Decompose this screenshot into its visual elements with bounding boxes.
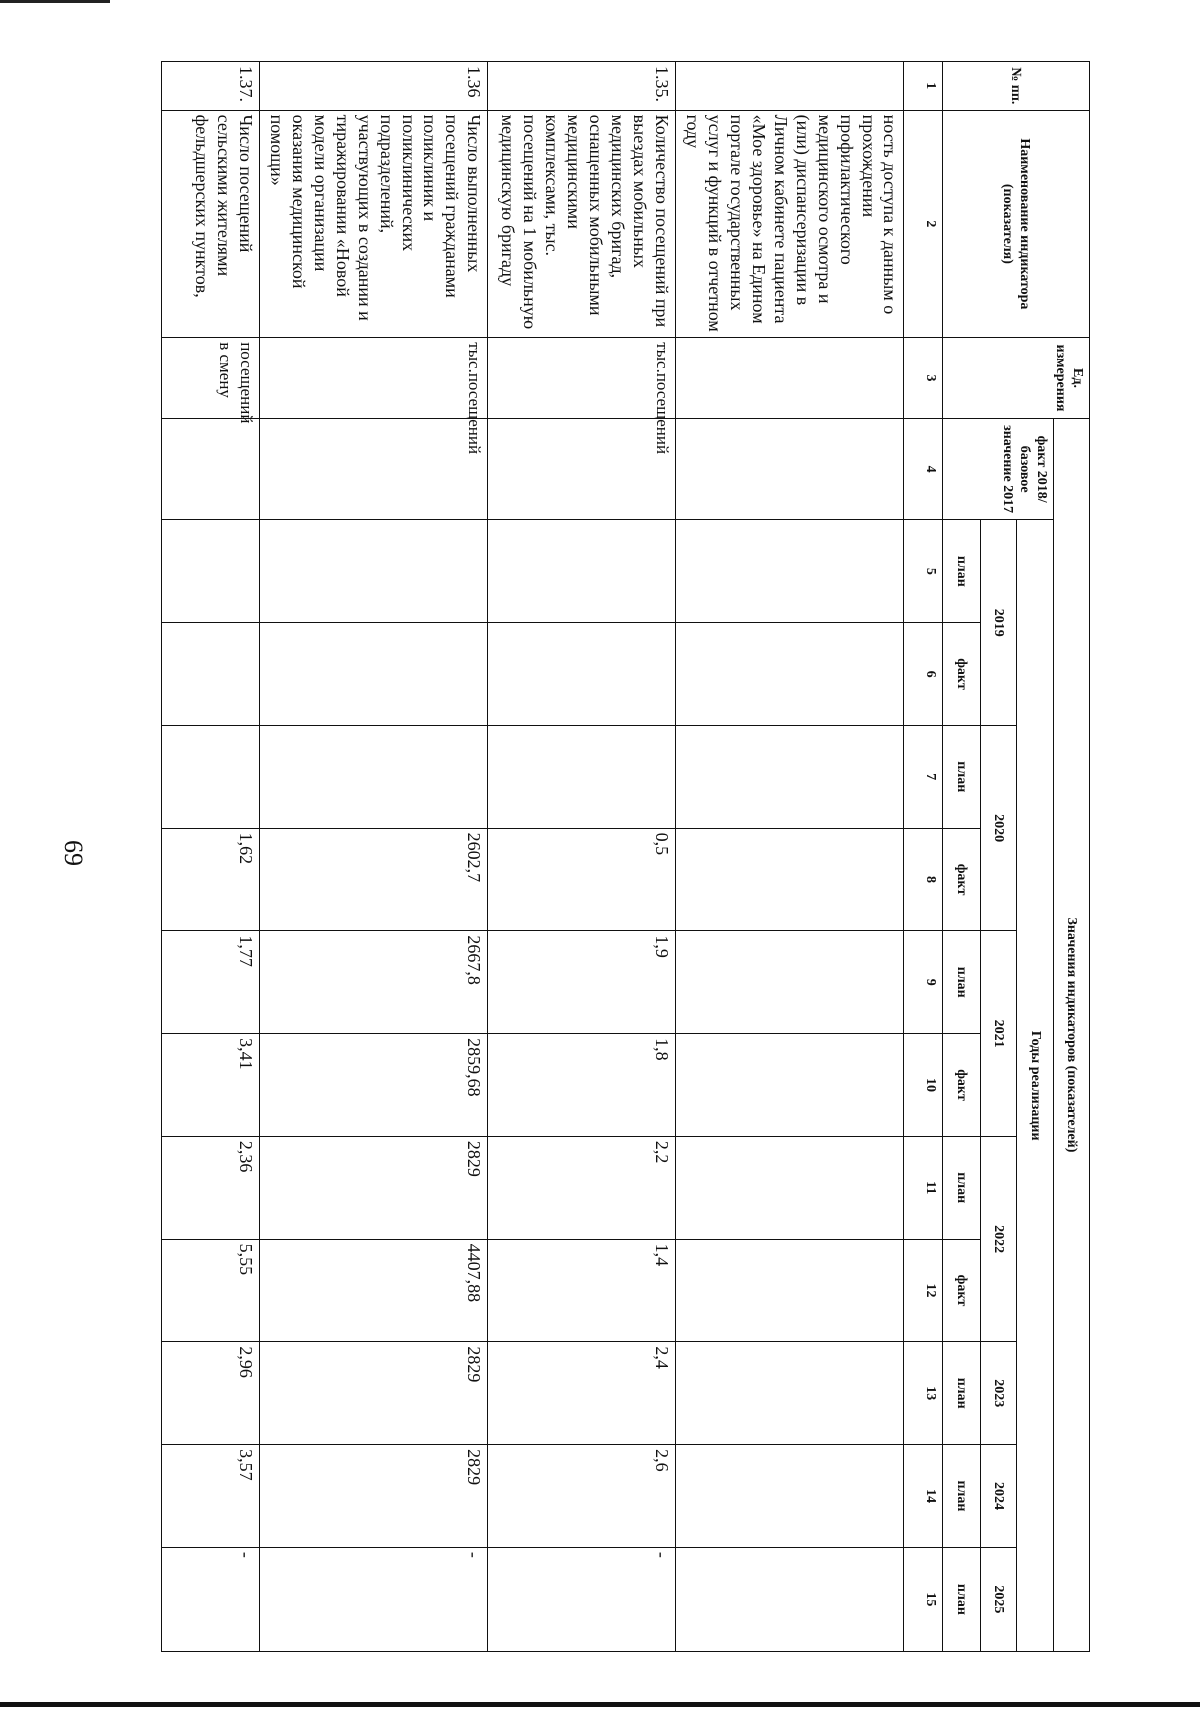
value-2021-plan: 2667,8 [259,931,487,1034]
scan-edge-top [0,0,110,3]
value-base [259,418,487,520]
header-plan-2025: план [942,1547,980,1651]
header-plan-2021: план [942,931,980,1034]
value-2020-plan [259,725,487,828]
table-row [676,62,904,1652]
value-2021-fact: 1,8 [488,1034,676,1137]
value-2022-fact: 5,55 [162,1239,260,1342]
column-number: 4 [904,418,942,520]
value-2020-plan [676,725,904,828]
column-number: 6 [904,623,942,726]
value-2022-plan: 2829 [259,1136,487,1239]
value-2019-plan [259,520,487,623]
column-number: 15 [904,1547,942,1651]
indicator-name: ность доступа к данным о прохождении профилактического медицинского осмотра и (или) диспансеризации в Личном кабинете пациента «Мое здоровье» на Едином портале государственных услуг и функций в отчетном году [676,110,904,338]
value-2019-plan [488,520,676,623]
value-2019-plan [162,520,260,623]
indicator-unit: тыс.посещений [488,338,676,419]
header-base: факт 2018/базовое значение 2017 [942,418,1053,520]
value-2021-fact [676,1034,904,1137]
value-2022-fact: 4407,88 [259,1239,487,1342]
header-unit: Ед. измерения [942,338,1089,419]
column-number: 11 [904,1136,942,1239]
page-number: 69 [59,840,88,866]
value-2019-fact [259,623,487,726]
value-2020-plan [162,725,260,828]
header-year-2022: 2022 [981,1136,1017,1341]
header-fact-2022: факт [942,1239,980,1342]
scan-edge-bottom [0,1702,1200,1707]
indicator-name: Число выполненных посещений гражданами поликлиник и поликлинических подразделений, участвующих в создании и тиражировании «Новой модели организации оказания медицинской помощи» [259,110,487,338]
value-2019-plan [676,520,904,623]
column-number: 2 [904,110,942,338]
value-2023-plan: 2,96 [162,1342,260,1445]
value-2023-plan: 2829 [259,1342,487,1445]
value-2019-fact [488,623,676,726]
value-2020-fact [676,828,904,931]
value-2023-plan: 2,4 [488,1342,676,1445]
value-2022-plan: 2,2 [488,1136,676,1239]
value-2022-fact [676,1239,904,1342]
indicator-unit: тыс.посещений [259,338,487,419]
table-row [162,62,260,1652]
header-year-2020: 2020 [981,725,1017,930]
column-number: 8 [904,828,942,931]
header-plan-2024: план [942,1445,980,1548]
value-2023-plan [676,1342,904,1445]
value-2025-plan [676,1547,904,1651]
indicators-table [161,61,1090,1652]
header-fact-2021: факт [942,1034,980,1137]
column-number: 3 [904,338,942,419]
value-2025-plan: - [259,1547,487,1651]
value-2021-plan [676,931,904,1034]
column-number: 10 [904,1034,942,1137]
value-2024-plan: 2,6 [488,1445,676,1548]
value-2020-fact: 0,5 [488,828,676,931]
indicator-unit [676,338,904,419]
column-number: 9 [904,931,942,1034]
column-number: 1 [904,62,942,111]
column-number-row [904,62,942,1652]
value-2024-plan: 2829 [259,1445,487,1548]
column-number: 13 [904,1342,942,1445]
value-2019-fact [676,623,904,726]
header-num: № пп. [942,62,1089,111]
value-2020-fact: 1,62 [162,828,260,931]
row-number: 1.37. [162,62,260,111]
header-fact-2019: факт [942,623,980,726]
indicator-name: Количество посещений при выездах мобильных медицинских бригад, оснащенных мобильными медицинскими комплексами, тыс. посещений на 1 мобильную медицинскую бригаду [488,110,676,338]
row-number: 1.36 [259,62,487,111]
value-2021-plan: 1,77 [162,931,260,1034]
value-2021-fact: 2859,68 [259,1034,487,1137]
value-2020-fact: 2602,7 [259,828,487,931]
value-2024-plan: 3,57 [162,1445,260,1548]
indicator-name: Число посещений сельскими жителями фельдшерских пунктов, [162,110,260,338]
value-2022-fact: 1,4 [488,1239,676,1342]
header-values-group: Значения индикаторов (показателей) [1053,418,1089,1651]
value-2021-plan: 1,9 [488,931,676,1034]
value-base [676,418,904,520]
table-row [259,62,487,1652]
header-fact-2020: факт [942,828,980,931]
header-year-2021: 2021 [981,931,1017,1136]
value-2025-plan: - [488,1547,676,1651]
value-base [488,418,676,520]
value-2020-plan [488,725,676,828]
header-plan-2022: план [942,1136,980,1239]
value-2025-plan: - [162,1547,260,1651]
header-name: Наименование индикатора (показателя) [942,110,1089,338]
value-2024-plan [676,1445,904,1548]
value-2022-plan [676,1136,904,1239]
row-number: 1.35. [488,62,676,111]
header-plan-2023: план [942,1342,980,1445]
header-year-2023: 2023 [981,1342,1017,1445]
header-plan-2019: план [942,520,980,623]
table-row [488,62,676,1652]
column-number: 7 [904,725,942,828]
header-year-2019: 2019 [981,520,1017,725]
header-year-2024: 2024 [981,1445,1017,1548]
indicator-unit: посещений в смену [162,338,260,419]
header-years-group: Годы реализации [1017,520,1053,1652]
value-2019-fact [162,623,260,726]
value-2022-plan: 2,36 [162,1136,260,1239]
value-base [162,418,260,520]
row-number [676,62,904,111]
value-2021-fact: 3,41 [162,1034,260,1137]
header-year-2025: 2025 [981,1547,1017,1651]
column-number: 5 [904,520,942,623]
header-plan-2020: план [942,725,980,828]
column-number: 14 [904,1445,942,1548]
indicators-table-rotated [161,61,1090,1652]
column-number: 12 [904,1239,942,1342]
